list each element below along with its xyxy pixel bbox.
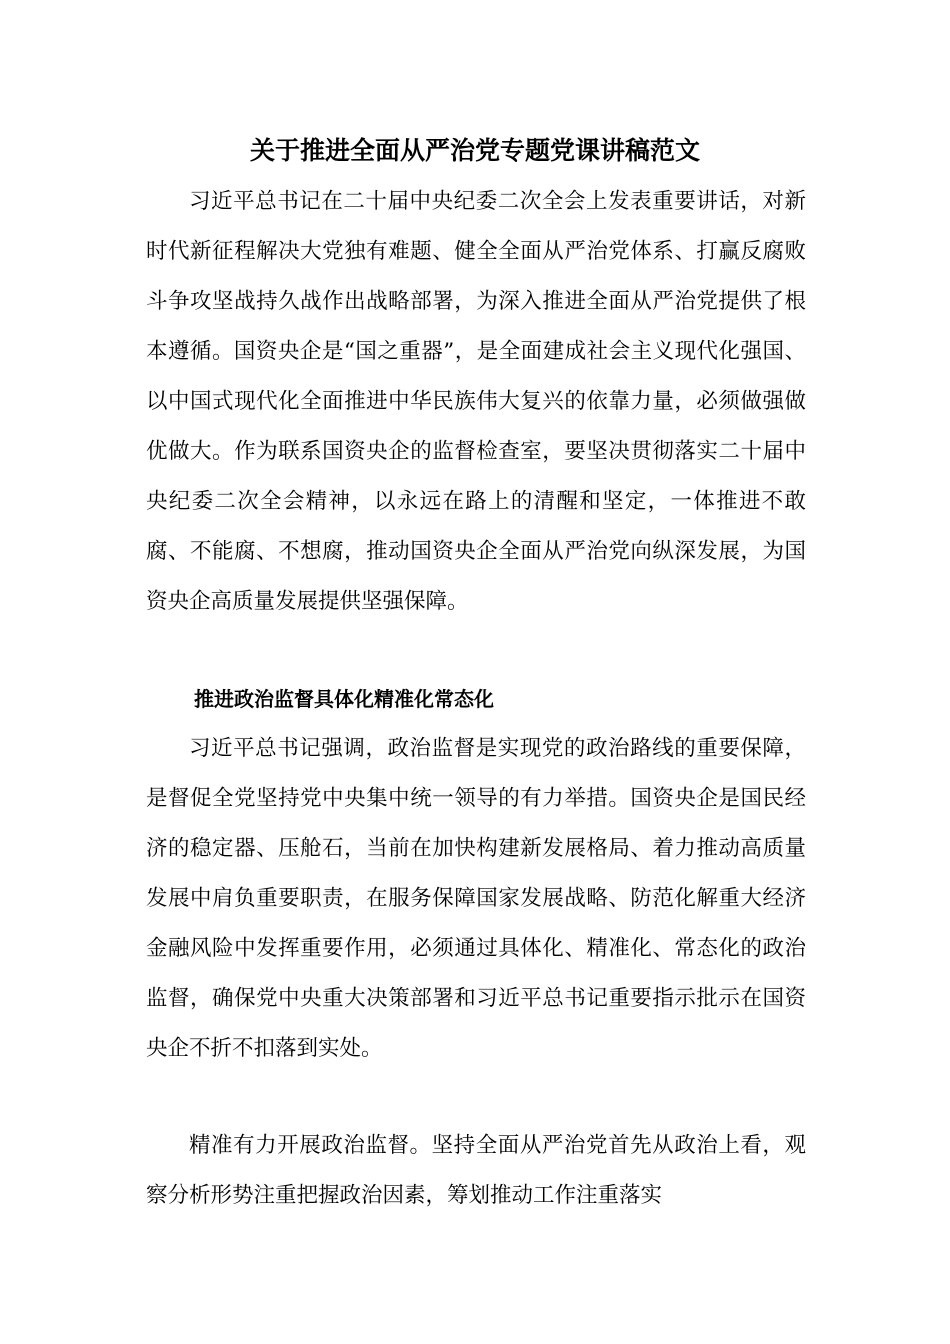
section-paragraph: 精准有力开展政治监督。坚持全面从严治党首先从政治上看，观察分析形势注重把握政治因素，筹划推动工作注重落实 (146, 1133, 806, 1208)
section-heading: 推进政治监督具体化精准化常态化 (194, 687, 494, 711)
section-paragraph: 习近平总书记强调，政治监督是实现党的政治路线的重要保障，是督促全党坚持党中央集中统一领导的有力举措。国资央企是国民经济的稳定器、压舱石，当前在加快构建新发展格局、着力推动高质量发展中肩负重要职责，在服务保障国家发展战略、防范化解重大经济金融风险中发挥重要作用，必须通过具体化、精准化、常态化的政治监督，确保党中央重大决策部署和习近平总书记重要指示批示在国资央企不折不扣落到实处。 (146, 736, 806, 1061)
document-title: 关于推进全面从严治党专题党课讲稿范文 (249, 136, 700, 165)
intro-paragraph: 习近平总书记在二十届中央纪委二次全会上发表重要讲话，对新时代新征程解决大党独有难题、健全全面从严治党体系、打赢反腐败斗争攻坚战持久战作出战略部署，为深入推进全面从严治党提供了根本遵循。国资央企是“国之重器”，是全面建成社会主义现代化强国、以中国式现代化全面推进中华民族伟大复兴的依靠力量，必须做强做优做大。作为联系国资央企的监督检查室，要坚决贯彻落实二十届中央纪委二次全会精神，以永远在路上的清醒和坚定，一体推进不敢腐、不能腐、不想腐，推动国资央企全面从严治党向纵深发展，为国资央企高质量发展提供坚强保障。 (146, 189, 806, 614)
